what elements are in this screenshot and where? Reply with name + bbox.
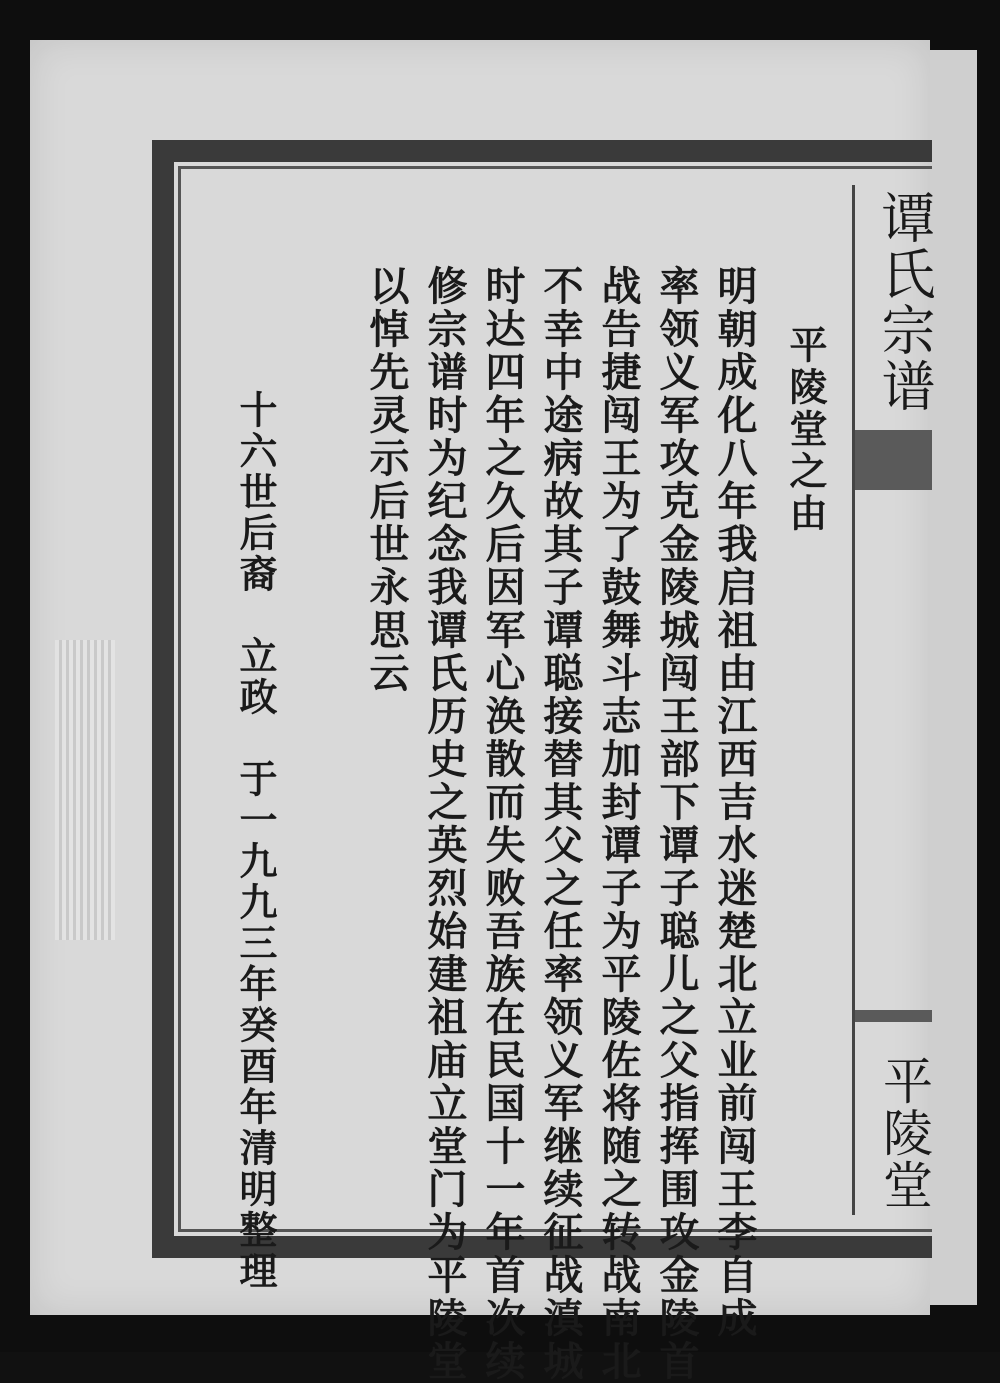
- body-column: 修宗谱时为纪念我谭氏历史之英烈始建祖庙立堂门为平陵堂: [421, 265, 468, 1383]
- body-column: 以悼先灵示后世永思云: [363, 265, 410, 695]
- fishtail-mark: [855, 430, 932, 490]
- frame-inner-line-top: [178, 166, 932, 169]
- plate-center-column-line: [852, 185, 855, 1215]
- body-column: 时达四年之久后因军心涣散而失败吾族在民国十一年首次续: [479, 265, 526, 1383]
- binding-thread: [55, 640, 115, 940]
- section-title: 平陵堂之由: [783, 325, 828, 535]
- frame-inner-line-left: [178, 166, 181, 1232]
- book-title: 谭氏宗谱: [873, 190, 936, 414]
- frame-border-top: [152, 140, 932, 162]
- signature-line: 十六世后裔 立政 于一九九三年癸酉年清明整理: [233, 390, 278, 1292]
- fishtail-mark-bottom: [855, 1010, 932, 1022]
- body-column: 不幸中途病故其子谭聪接替其父之任率领义军继续征战滇城: [537, 265, 584, 1383]
- hall-name-margin: 平陵堂: [875, 1055, 933, 1211]
- body-column: 战告捷闯王为了鼓舞斗志加封谭子为平陵佐将随之转战南北: [595, 265, 642, 1383]
- frame-border-left: [152, 140, 174, 1255]
- body-column: 明朝成化八年我启祖由江西吉水迷楚北立业前闯王李自成: [711, 265, 758, 1340]
- body-column: 率领义军攻克金陵城闯王部下谭子聪儿之父指挥围攻金陵首: [653, 265, 700, 1383]
